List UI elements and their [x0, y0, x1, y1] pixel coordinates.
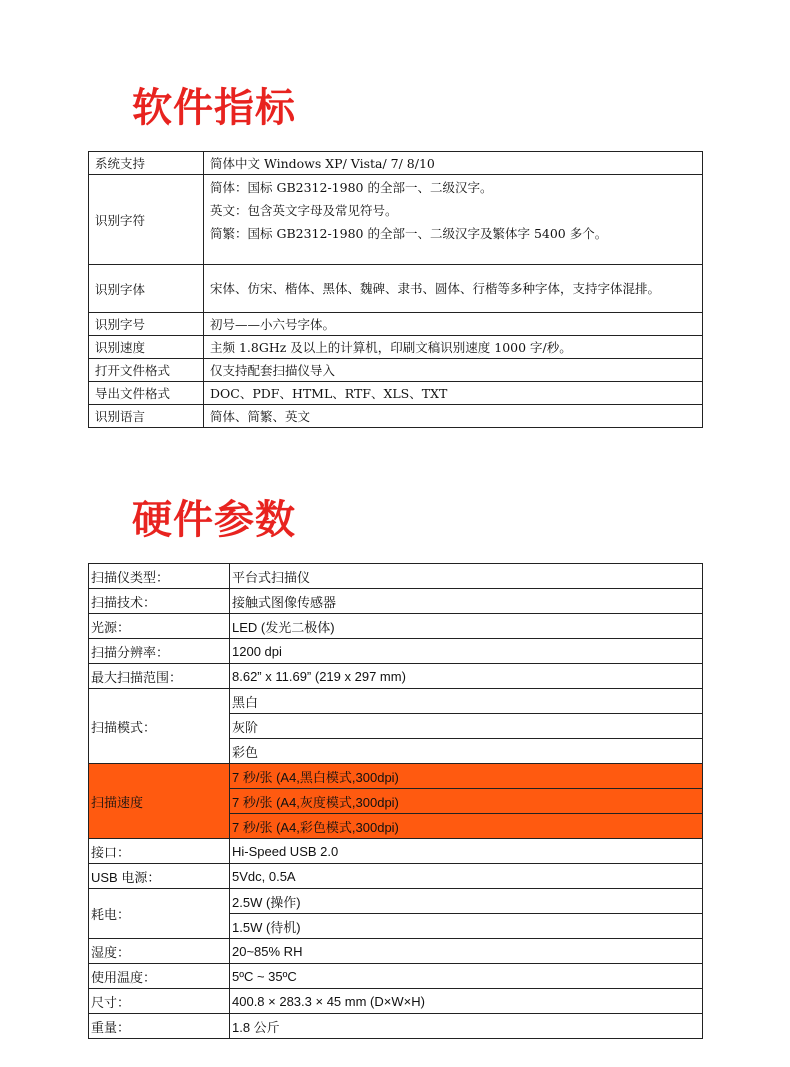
- row-value: 接触式图像传感器: [230, 589, 703, 614]
- table-row-highlighted: [89, 764, 703, 789]
- table-row: [89, 939, 703, 964]
- row-label: 重量：: [89, 1014, 230, 1039]
- row-value: DOC、PDF、HTML、RTF、XLS、TXT: [204, 382, 703, 405]
- row-value: 8.62” x 11.69” (219 x 297 mm): [230, 664, 703, 689]
- row-value: 2.5W (操作): [230, 889, 703, 914]
- row-label: 尺寸：: [89, 989, 230, 1014]
- hardware-specs-table: [88, 563, 703, 1039]
- row-value: 简体中文 Windows XP/ Vista/ 7/ 8/10: [204, 152, 703, 175]
- row-value: 20~85% RH: [230, 939, 703, 964]
- row-label: 系统支持: [89, 152, 204, 175]
- row-label: 扫描仪类型：: [89, 564, 230, 589]
- row-label: 耗电：: [89, 889, 230, 939]
- table-row: [89, 313, 703, 336]
- row-value: 1200 dpi: [230, 639, 703, 664]
- table-row: [89, 614, 703, 639]
- hardware-specs-title: 硬件参数: [132, 497, 296, 543]
- row-value: 初号——小六号字体。: [204, 313, 703, 336]
- row-value: 7 秒/张 (A4,彩色模式,300dpi): [230, 814, 703, 839]
- table-row: [89, 336, 703, 359]
- row-label: 打开文件格式: [89, 359, 204, 382]
- table-row: [89, 989, 703, 1014]
- table-row: [89, 839, 703, 864]
- row-label: 识别字号: [89, 313, 204, 336]
- row-label: 扫描速度: [89, 764, 230, 839]
- table-row: [89, 152, 703, 175]
- row-value: 主频 1.8GHz 及以上的计算机，印刷文稿识别速度 1000 字/秒。: [204, 336, 703, 359]
- row-value: 平台式扫描仪: [230, 564, 703, 589]
- value-line: 简繁：国标 GB2312-1980 的全部一、二级汉字及繁体字 5400 多个。: [210, 226, 608, 241]
- table-row: [89, 265, 703, 313]
- table-row: [89, 664, 703, 689]
- table-row: [89, 864, 703, 889]
- software-specs-table: [88, 151, 703, 428]
- row-label: 导出文件格式: [89, 382, 204, 405]
- row-value: 彩色: [230, 739, 703, 764]
- row-value: 5Vdc, 0.5A: [230, 864, 703, 889]
- table-row: [89, 359, 703, 382]
- value-line: 英文：包含英文字母及常见符号。: [210, 203, 398, 218]
- table-row: [89, 964, 703, 989]
- table-row: [89, 405, 703, 428]
- value-line: 简体：国标 GB2312-1980 的全部一、二级汉字。: [210, 180, 493, 195]
- row-label: 扫描模式：: [89, 689, 230, 764]
- row-label: 接口：: [89, 839, 230, 864]
- row-label: 识别字体: [89, 265, 204, 313]
- row-value: 400.8 × 283.3 × 45 mm (D×W×H): [230, 989, 703, 1014]
- row-value: 1.8 公斤: [230, 1014, 703, 1039]
- row-label: 识别字符: [89, 175, 204, 265]
- table-row: [89, 564, 703, 589]
- row-value: 7 秒/张 (A4,灰度模式,300dpi): [230, 789, 703, 814]
- table-row: [89, 889, 703, 914]
- software-specs-title: 软件指标: [132, 85, 296, 131]
- row-label: USB 电源：: [89, 864, 230, 889]
- row-label: 识别语言: [89, 405, 204, 428]
- row-value: 仅支持配套扫描仪导入: [204, 359, 703, 382]
- row-label: 光源：: [89, 614, 230, 639]
- table-row: [89, 1014, 703, 1039]
- row-value: [204, 175, 703, 265]
- row-label: 扫描分辨率：: [89, 639, 230, 664]
- row-label: 最大扫描范围：: [89, 664, 230, 689]
- row-value: 黑白: [230, 689, 703, 714]
- row-label: 识别速度: [89, 336, 204, 359]
- table-row: [89, 382, 703, 405]
- table-row: [89, 175, 703, 265]
- row-value: LED (发光二极体): [230, 614, 703, 639]
- row-label: 湿度：: [89, 939, 230, 964]
- table-row: [89, 689, 703, 714]
- table-row: [89, 639, 703, 664]
- row-value: 简体、简繁、英文: [204, 405, 703, 428]
- row-value: Hi-Speed USB 2.0: [230, 839, 703, 864]
- row-value: 灰阶: [230, 714, 703, 739]
- row-label: 使用温度：: [89, 964, 230, 989]
- row-label: 扫描技术：: [89, 589, 230, 614]
- row-value: 宋体、仿宋、楷体、黑体、魏碑、隶书、圆体、行楷等多种字体，支持字体混排。: [204, 265, 703, 313]
- row-value: 1.5W (待机): [230, 914, 703, 939]
- row-value: 7 秒/张 (A4,黑白模式,300dpi): [230, 764, 703, 789]
- row-value: 5ºC ~ 35ºC: [230, 964, 703, 989]
- table-row: [89, 589, 703, 614]
